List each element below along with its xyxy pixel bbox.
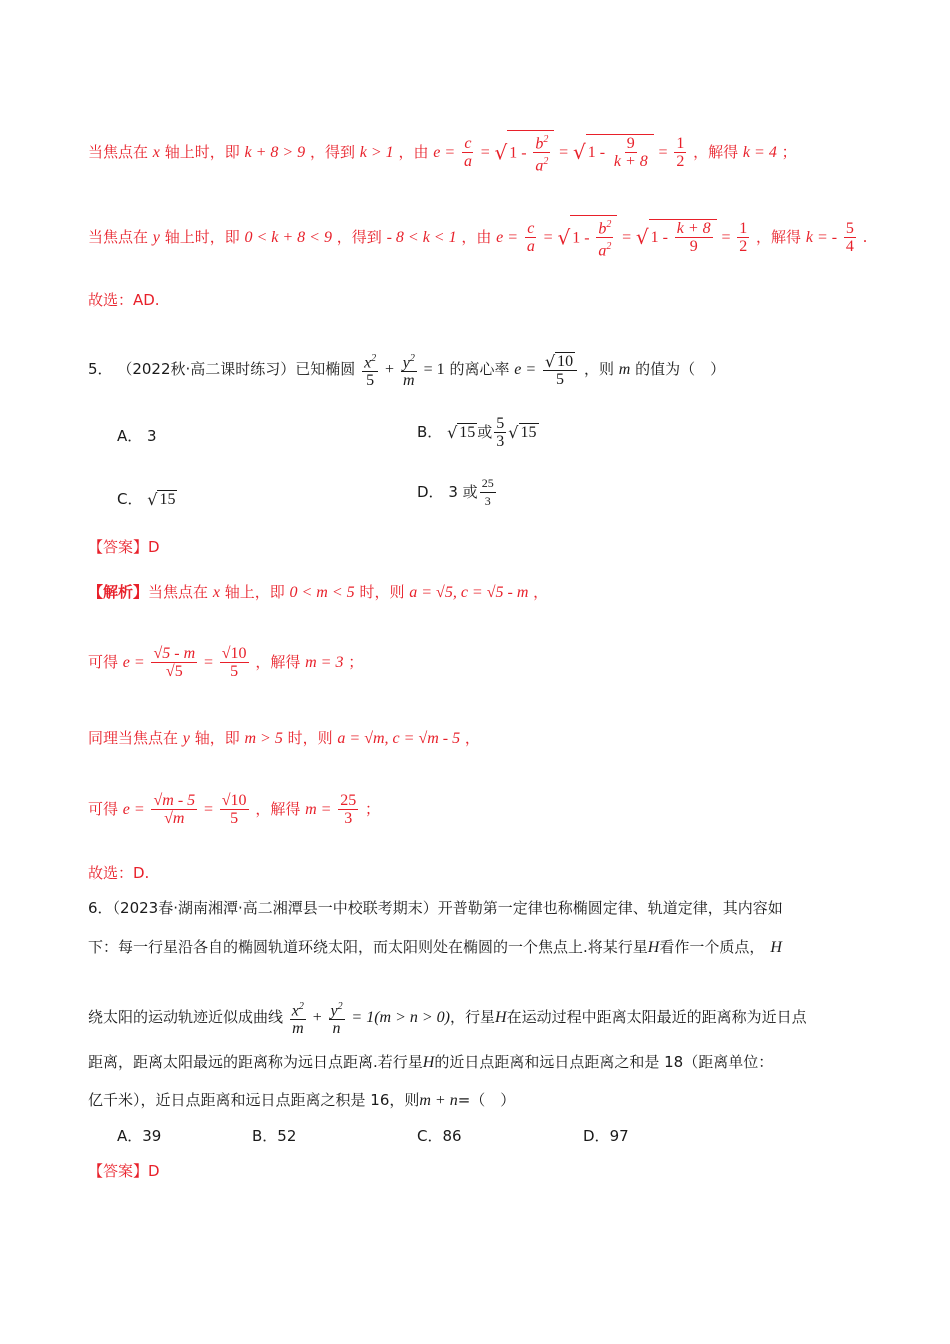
option-text: 86: [442, 1127, 462, 1145]
option-a[interactable]: [117, 425, 157, 446]
text: 在运动过程中距离太阳最近的距离称为近日点: [506, 1008, 807, 1027]
fraction: [674, 135, 686, 170]
var: H: [647, 939, 660, 956]
analysis-label: 【解析】: [88, 583, 149, 601]
num: 10: [230, 645, 247, 662]
formula: a = √m, c = √m - 5: [337, 730, 461, 747]
fraction: [480, 475, 496, 510]
option-text: 52: [277, 1127, 297, 1145]
option-text: 3: [147, 427, 157, 445]
analysis-line-3: [88, 728, 480, 749]
condition: 0 < k + 8 < 9: [244, 228, 332, 246]
text: ，解得: [693, 142, 739, 161]
text: 时，则: [287, 729, 333, 747]
sqrt: √ 1 - $\frac{k + 8}{9}$: [636, 219, 717, 255]
fraction: $\frac{√10}{5}$: [221, 792, 247, 827]
num: x: [291, 1002, 299, 1020]
num: 5: [845, 219, 854, 237]
text: 绕太阳的运动轨迹近似成曲线: [88, 1008, 284, 1027]
den: m: [292, 1020, 304, 1038]
fraction: $\frac{x^2}{m}$: [290, 998, 306, 1037]
den: n: [332, 1020, 341, 1038]
result: m = 3: [305, 654, 344, 671]
option-label: D．: [583, 1127, 610, 1145]
formula: e =: [122, 654, 145, 671]
text: 轴，即: [194, 729, 240, 747]
condition: m > 5: [244, 730, 283, 747]
den: 5: [230, 810, 239, 827]
den: 5: [230, 663, 239, 680]
formula: m + n: [419, 1092, 458, 1109]
formula: e =: [496, 228, 519, 246]
fraction: [844, 220, 856, 255]
option-text: 39: [142, 1127, 162, 1145]
choose-line-5: 故选：D.: [88, 864, 150, 882]
den: 5: [366, 372, 375, 390]
den: m: [403, 372, 415, 390]
fraction: $\frac{√5 - m}{√5}$: [153, 645, 196, 680]
fraction: $\frac{√10}{5}$: [221, 645, 247, 680]
solution-line-y-axis: 当焦点在 y 轴上时，即 0 < k + 8 < 9 ，得到 - 8 < k < 1 ，由 e = $\frac{c}{a}$ = √ 1 - $\frac{b^2}{a^2}$ = √ 1 - $\frac{k + 8}{9}$ = $\frac{1}{2}$ ，解得 k = - $\frac{5}{4}$ .: [88, 215, 867, 260]
equals: = 1: [423, 361, 445, 379]
option-c[interactable]: [417, 1125, 462, 1146]
option-label: C．: [117, 490, 143, 508]
question-6-line-3: 绕太阳的运动轨迹近似成曲线 $\frac{x^2}{m}$ + $\frac{y^2}{n}$ = 1(m > n > 0)，行星H在运动过程中距离太阳最近的距离称为近日点: [88, 998, 807, 1037]
text: ，解得: [255, 653, 301, 671]
text: 距离，距离太阳最远的距离称为远日点距离.若行星: [88, 1053, 423, 1071]
text: 可得: [88, 653, 119, 671]
question-text: （2022秋·高二课时练习）已知椭圆: [117, 360, 356, 379]
den: a: [535, 157, 544, 175]
den: k + 8: [613, 153, 648, 171]
num: m - 5: [162, 792, 196, 809]
fraction: $\frac{√m - 5}{√m}$: [153, 792, 196, 827]
fraction: [462, 135, 474, 170]
text: 轴上时，即: [164, 142, 240, 161]
question-6-line-4: [88, 1052, 773, 1073]
sqrt: √ 1 - $\frac{9}{k + 8}$: [573, 134, 654, 170]
text: ，得到: [309, 142, 355, 161]
question-text: 的离心率: [449, 360, 510, 379]
text: 下：每一行星沿各自的椭圆轨道环绕太阳，而太阳则处在椭圆的一个焦点上.将某行星: [88, 938, 648, 956]
option-label: A．: [117, 427, 143, 445]
fraction: $\frac{√ 10}{5}$: [543, 351, 577, 387]
option-b[interactable]: B． √ 15 或 $\frac{5}{3}$ √ 15: [417, 415, 537, 450]
option-label: B．: [252, 1127, 278, 1145]
num: 25: [340, 792, 357, 809]
den: 2: [676, 152, 685, 170]
condition: - 8 < k < 1: [386, 228, 457, 246]
num: 10: [230, 792, 247, 809]
text: 当焦点在: [148, 583, 209, 601]
text: ；: [348, 653, 364, 671]
formula: e =: [433, 143, 456, 161]
condition: k + 8 > 9: [244, 143, 306, 161]
text: ，行星: [450, 1008, 496, 1027]
num: k + 8: [676, 220, 711, 238]
sqrt: √ 1 - $\frac{b^2}{a^2}$: [495, 130, 555, 175]
question-6-line-1: 6．（2023春·湖南湘潭·高二湘潭县一中校联考期末）开普勒第一定律也称椭圆定律、轨道定律，其内容如: [88, 899, 783, 917]
num: c: [464, 134, 472, 152]
axis-var: x: [212, 584, 220, 601]
choose-line: 故选：AD.: [88, 291, 160, 309]
num: 5: [496, 415, 505, 432]
fraction: [494, 415, 506, 450]
option-c[interactable]: C． √ 15: [117, 490, 176, 509]
text: 的近日点距离和远日点距离之和是 18（距离单位：: [434, 1053, 774, 1071]
text: ，解得: [756, 227, 802, 246]
option-label: A．: [117, 1127, 143, 1145]
axis-var: y: [182, 730, 190, 747]
text: 同理当焦点在: [88, 729, 179, 747]
den: 9: [689, 238, 698, 256]
option-text: 97: [609, 1127, 629, 1145]
question-text: 的值为（ ）: [635, 360, 726, 379]
option-d[interactable]: [583, 1125, 629, 1146]
condition: 0 < m < 5: [289, 584, 355, 601]
analysis-line-2: 可得 e = $\frac{√5 - m}{√5}$ = $\frac{√10}{5}$ ，解得 m = 3 ；: [88, 645, 364, 680]
text: ，由: [398, 142, 429, 161]
radicand: 15: [459, 424, 476, 441]
num: b: [535, 135, 544, 153]
question-text: ，则: [583, 360, 614, 379]
formula: a = √5, c = √5 - m: [409, 584, 529, 601]
question-6-line-5: [88, 1090, 515, 1111]
solution-line-x-axis: 当焦点在 x 轴上时，即 k + 8 > 9 ，得到 k > 1 ，由 e = $\frac{c}{a}$ = √ 1 - $\frac{b^2}{a^2}$ = √ 1 - $\frac{9}{k + 8}$ = $\frac{1}{2}$ ，解得 k = 4 ；: [88, 130, 797, 175]
num: y: [330, 1002, 338, 1020]
option-d[interactable]: [417, 475, 498, 510]
text: ，解得: [255, 800, 301, 818]
condition: k > 1: [359, 143, 394, 161]
text: ，: [464, 729, 480, 747]
text: 当焦点在: [88, 227, 149, 246]
text: 轴上，即: [224, 583, 285, 601]
option-b[interactable]: [252, 1125, 296, 1146]
option-label: D．: [417, 483, 444, 501]
or-text: 或: [477, 423, 493, 441]
fraction: $\frac{y^2}{m}$: [401, 350, 417, 389]
den: m: [172, 810, 185, 827]
text: 看作一个质点，: [659, 938, 765, 956]
result: m =: [305, 801, 332, 818]
condition: = 1(m > n > 0): [351, 1009, 450, 1027]
option-a[interactable]: [117, 1125, 161, 1146]
den: 5: [174, 663, 183, 680]
var: H: [495, 1009, 507, 1027]
fraction: $\frac{x^2}{5}$: [362, 350, 378, 389]
formula: e =: [514, 361, 537, 379]
fraction: $\frac{y^2}{n}$: [329, 998, 345, 1037]
text: ，: [533, 583, 549, 601]
num: 5 - m: [162, 645, 196, 662]
fraction: [338, 792, 358, 827]
den: 4: [845, 237, 854, 255]
var: H: [770, 939, 782, 956]
num: 9: [626, 135, 635, 153]
axis-var: y: [152, 228, 160, 246]
analysis-line-1: [88, 582, 548, 603]
num: y: [402, 354, 410, 372]
text: 亿千米），近日点距离和远日点距离之积是 16，则: [88, 1091, 420, 1109]
text: ；: [781, 142, 797, 161]
text: .: [862, 227, 868, 246]
formula: e =: [122, 801, 145, 818]
text: ，由: [461, 227, 492, 246]
text: 时，则: [359, 583, 405, 601]
analysis-line-4: 可得 e = $\frac{√m - 5}{√m}$ = $\frac{√10}{5}$ ，解得 m = $\frac{25}{3}$ ；: [88, 792, 381, 827]
den: 3: [484, 494, 491, 508]
result: k = 4: [742, 143, 777, 161]
text: 当焦点在: [88, 142, 149, 161]
axis-var: x: [152, 143, 160, 161]
num: 1: [676, 134, 685, 152]
var: H: [422, 1054, 435, 1071]
text: ，得到: [336, 227, 382, 246]
den: 3: [344, 810, 353, 827]
num: x: [364, 354, 372, 372]
radicand: 10: [557, 352, 574, 370]
option-text: 3: [448, 483, 458, 501]
text: =（ ）: [457, 1091, 516, 1109]
den: a: [463, 152, 472, 170]
question-5: 5． （2022秋·高二课时练习）已知椭圆 $\frac{x^2}{5}$ + $\frac{y^2}{m}$ = 1 的离心率 e = $\frac{√ 10}{5}$ ，则 m 的值为（ ）: [88, 351, 726, 390]
text: 轴上时，即: [164, 227, 240, 246]
option-label: B．: [417, 423, 443, 441]
result: k = -: [805, 228, 838, 246]
den: 3: [496, 433, 505, 450]
question-6-line-2: [88, 937, 782, 958]
var: m: [618, 361, 631, 379]
question-number: 5．: [88, 360, 113, 379]
answer-5: 【答案】D: [88, 538, 160, 556]
text: ；: [365, 800, 381, 818]
radicand: 15: [159, 491, 176, 508]
option-label: C．: [417, 1127, 443, 1145]
text: 可得: [88, 800, 119, 818]
or-text: 或: [462, 483, 478, 501]
num: 25: [480, 475, 496, 493]
answer-6: 【答案】D: [88, 1162, 160, 1180]
